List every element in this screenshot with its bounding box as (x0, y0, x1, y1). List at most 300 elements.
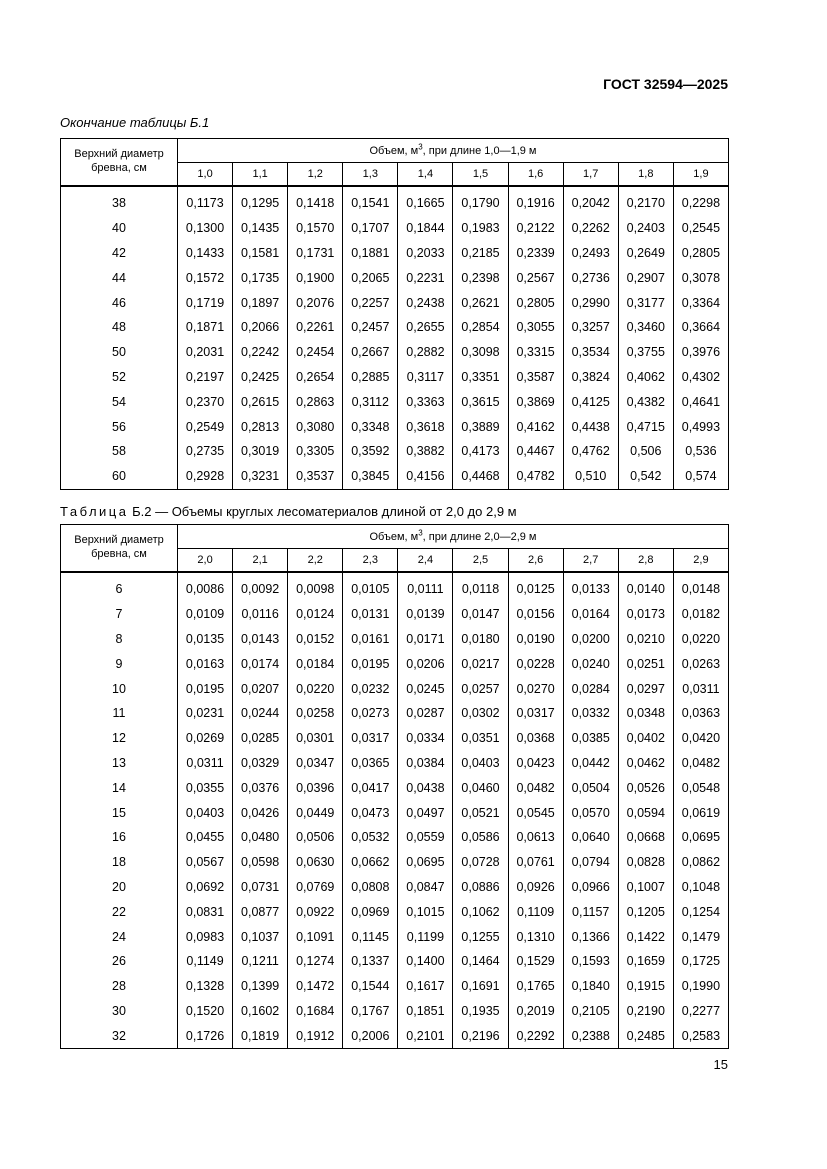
length-header: 2,0 (178, 549, 233, 573)
volume-cell: 0,0329 (233, 751, 288, 776)
volume-cell: 0,1844 (398, 216, 453, 241)
volume-cell: 0,0438 (398, 775, 453, 800)
volume-cell: 0,1255 (453, 924, 508, 949)
volume-cell: 0,1479 (673, 924, 728, 949)
volume-cell: 0,506 (618, 439, 673, 464)
volume-cell: 0,1871 (178, 315, 233, 340)
table-row (61, 602, 729, 627)
volume-cell: 0,2031 (178, 340, 233, 365)
volume-cell: 0,4125 (563, 389, 618, 414)
table-row (61, 464, 729, 489)
volume-cell: 0,1529 (508, 949, 563, 974)
volume-cell: 0,0695 (673, 825, 728, 850)
length-header: 2,9 (673, 549, 728, 573)
volume-cell: 0,0311 (673, 676, 728, 701)
table-row (61, 751, 729, 776)
volume-cell: 0,1719 (178, 290, 233, 315)
volume-cell: 0,2805 (673, 241, 728, 266)
volume-cell: 0,4715 (618, 414, 673, 439)
diameter-cell: 26 (61, 949, 178, 974)
length-header: 1,0 (178, 163, 233, 187)
volume-cell: 0,0396 (288, 775, 343, 800)
volume-cell: 0,0473 (343, 800, 398, 825)
volume-cell: 0,2170 (618, 186, 673, 216)
volume-cell: 0,0402 (618, 726, 673, 751)
volume-cell: 0,542 (618, 464, 673, 489)
volume-cell: 0,0273 (343, 701, 398, 726)
volume-cell: 0,2882 (398, 340, 453, 365)
volume-cell: 0,1684 (288, 999, 343, 1024)
volume-cell: 0,3976 (673, 340, 728, 365)
volume-cell: 0,2805 (508, 290, 563, 315)
volume-cell: 0,0526 (618, 775, 673, 800)
length-header: 2,1 (233, 549, 288, 573)
volume-cell: 0,0297 (618, 676, 673, 701)
volume-cell: 0,0317 (343, 726, 398, 751)
volume-table-b1 (60, 138, 729, 490)
volume-cell: 0,2339 (508, 241, 563, 266)
diameter-cell: 40 (61, 216, 178, 241)
volume-cell: 0,0548 (673, 775, 728, 800)
volume-cell: 0,1990 (673, 974, 728, 999)
length-header: 1,1 (233, 163, 288, 187)
volume-cell: 0,1472 (288, 974, 343, 999)
volume-cell: 0,574 (673, 464, 728, 489)
diameter-cell: 52 (61, 365, 178, 390)
diameter-cell: 32 (61, 1023, 178, 1048)
table-row (61, 265, 729, 290)
volume-cell: 0,3615 (453, 389, 508, 414)
diameter-cell: 42 (61, 241, 178, 266)
volume-cell: 0,0263 (673, 651, 728, 676)
volume-cell: 0,1593 (563, 949, 618, 974)
table-row (61, 726, 729, 751)
table-row (61, 315, 729, 340)
volume-cell: 0,3889 (453, 414, 508, 439)
volume-cell: 0,1048 (673, 875, 728, 900)
volume-cell: 0,2190 (618, 999, 673, 1024)
volume-cell: 0,2388 (563, 1023, 618, 1048)
volume-cell: 0,2033 (398, 241, 453, 266)
volume-cell: 0,1851 (398, 999, 453, 1024)
volume-cell: 0,0532 (343, 825, 398, 850)
volume-cell: 0,0200 (563, 627, 618, 652)
length-header: 2,4 (398, 549, 453, 573)
volume-cell: 0,0164 (563, 602, 618, 627)
volume-cell: 0,2076 (288, 290, 343, 315)
volume-cell: 0,2438 (398, 290, 453, 315)
diameter-cell: 10 (61, 676, 178, 701)
diameter-cell: 6 (61, 572, 178, 602)
volume-cell: 0,3019 (233, 439, 288, 464)
volume-cell: 0,0506 (288, 825, 343, 850)
table-row (61, 216, 729, 241)
table-row (61, 850, 729, 875)
volume-cell: 0,0133 (563, 572, 618, 602)
volume-cell: 0,2621 (453, 290, 508, 315)
volume-cell: 0,3112 (343, 389, 398, 414)
volume-cell: 0,2655 (398, 315, 453, 340)
volume-cell: 0,1173 (178, 186, 233, 216)
volume-cell: 0,0504 (563, 775, 618, 800)
diameter-cell: 58 (61, 439, 178, 464)
volume-cell: 0,0184 (288, 651, 343, 676)
volume-cell: 0,2262 (563, 216, 618, 241)
diameter-cell: 54 (61, 389, 178, 414)
volume-cell: 0,0163 (178, 651, 233, 676)
volume-cell: 0,0111 (398, 572, 453, 602)
table-row (61, 899, 729, 924)
volume-cell: 0,0220 (288, 676, 343, 701)
table-row (61, 924, 729, 949)
volume-cell: 0,1691 (453, 974, 508, 999)
table-row (61, 290, 729, 315)
volume-cell: 0,0728 (453, 850, 508, 875)
volume-cell: 0,0462 (618, 751, 673, 776)
volume-cell: 0,2370 (178, 389, 233, 414)
volume-cell: 0,0831 (178, 899, 233, 924)
volume-cell: 0,0270 (508, 676, 563, 701)
volume-cell: 0,4467 (508, 439, 563, 464)
volume-cell: 0,1765 (508, 974, 563, 999)
table-row (61, 1023, 729, 1048)
volume-cell: 0,0190 (508, 627, 563, 652)
volume-cell: 0,1037 (233, 924, 288, 949)
volume-cell: 0,0731 (233, 875, 288, 900)
volume-cell: 0,0482 (508, 775, 563, 800)
table-row (61, 627, 729, 652)
volume-cell: 0,0231 (178, 701, 233, 726)
volume-cell: 0,0384 (398, 751, 453, 776)
volume-cell: 0,2257 (343, 290, 398, 315)
table-row (61, 186, 729, 216)
volume-cell: 0,1840 (563, 974, 618, 999)
table-row (61, 439, 729, 464)
volume-cell: 0,3078 (673, 265, 728, 290)
volume-cell: 0,2242 (233, 340, 288, 365)
length-header: 1,7 (563, 163, 618, 187)
volume-header-suffix: , при длине 2,0—2,9 м (422, 530, 537, 543)
volume-cell: 0,4782 (508, 464, 563, 489)
volume-cell: 0,2277 (673, 999, 728, 1024)
volume-cell: 0,3098 (453, 340, 508, 365)
table-row (61, 414, 729, 439)
volume-cell: 0,2736 (563, 265, 618, 290)
volume-cell: 0,2735 (178, 439, 233, 464)
length-header: 2,8 (618, 549, 673, 573)
volume-cell: 0,0365 (343, 751, 398, 776)
volume-cell: 0,2122 (508, 216, 563, 241)
volume-cell: 0,0228 (508, 651, 563, 676)
volume-cell: 0,0143 (233, 627, 288, 652)
volume-cell: 0,1007 (618, 875, 673, 900)
volume-cell: 0,0417 (343, 775, 398, 800)
volume-cell: 0,0334 (398, 726, 453, 751)
table-row (61, 875, 729, 900)
table-row (61, 974, 729, 999)
volume-cell: 0,1707 (343, 216, 398, 241)
volume-cell: 0,4162 (508, 414, 563, 439)
volume-cell: 0,1254 (673, 899, 728, 924)
volume-cell: 0,1912 (288, 1023, 343, 1048)
volume-cell: 0,0922 (288, 899, 343, 924)
volume-cell: 0,3080 (288, 414, 343, 439)
volume-cell: 0,0348 (618, 701, 673, 726)
volume-cell: 0,0423 (508, 751, 563, 776)
volume-cell: 0,3231 (233, 464, 288, 489)
volume-cell: 0,1399 (233, 974, 288, 999)
volume-cell: 0,3664 (673, 315, 728, 340)
volume-cell: 0,0210 (618, 627, 673, 652)
volume-cell: 0,1790 (453, 186, 508, 216)
volume-cell: 0,2549 (178, 414, 233, 439)
volume-cell: 0,1544 (343, 974, 398, 999)
volume-cell: 0,3534 (563, 340, 618, 365)
volume-cell: 0,4156 (398, 464, 453, 489)
volume-cell: 0,0926 (508, 875, 563, 900)
volume-cell: 0,3882 (398, 439, 453, 464)
volume-header-suffix: , при длине 1,0—1,9 м (422, 144, 537, 157)
volume-cell: 0,2403 (618, 216, 673, 241)
volume-cell: 0,0613 (508, 825, 563, 850)
volume-cell: 0,1295 (233, 186, 288, 216)
volume-cell: 0,1109 (508, 899, 563, 924)
volume-cell: 0,0598 (233, 850, 288, 875)
volume-cell: 0,1617 (398, 974, 453, 999)
diameter-cell: 24 (61, 924, 178, 949)
diameter-cell: 15 (61, 800, 178, 825)
table-row (61, 701, 729, 726)
table-row (61, 775, 729, 800)
table-row (61, 389, 729, 414)
volume-cell: 0,1735 (233, 265, 288, 290)
volume-cell: 0,1983 (453, 216, 508, 241)
volume-cell: 0,2583 (673, 1023, 728, 1048)
volume-cell: 0,0109 (178, 602, 233, 627)
length-header: 1,3 (343, 163, 398, 187)
volume-cell: 0,3845 (343, 464, 398, 489)
volume-cell: 0,1149 (178, 949, 233, 974)
volume-cell: 0,0244 (233, 701, 288, 726)
volume-cell: 0,1916 (508, 186, 563, 216)
volume-cell: 0,0131 (343, 602, 398, 627)
volume-cell: 0,4062 (618, 365, 673, 390)
volume-cell: 0,0449 (288, 800, 343, 825)
volume-cell: 0,0426 (233, 800, 288, 825)
volume-cell: 0,4762 (563, 439, 618, 464)
volume-cell: 0,0480 (233, 825, 288, 850)
table-row (61, 241, 729, 266)
volume-cell: 0,0161 (343, 627, 398, 652)
volume-cell: 0,0966 (563, 875, 618, 900)
diameter-cell: 50 (61, 340, 178, 365)
volume-cell: 0,0258 (288, 701, 343, 726)
diameter-cell: 14 (61, 775, 178, 800)
length-header: 1,4 (398, 163, 453, 187)
volume-cell: 0,4641 (673, 389, 728, 414)
volume-cell: 0,2065 (343, 265, 398, 290)
volume-cell: 0,0206 (398, 651, 453, 676)
volume-cell: 0,0195 (343, 651, 398, 676)
table-row (61, 572, 729, 602)
volume-cell: 0,2885 (343, 365, 398, 390)
volume-cell: 0,2990 (563, 290, 618, 315)
volume-cell: 0,2493 (563, 241, 618, 266)
volume-cell: 0,1157 (563, 899, 618, 924)
volume-cell: 0,4993 (673, 414, 728, 439)
length-header: 1,9 (673, 163, 728, 187)
diameter-cell: 16 (61, 825, 178, 850)
volume-cell: 0,2197 (178, 365, 233, 390)
volume-cell: 0,0420 (673, 726, 728, 751)
length-header: 2,7 (563, 549, 618, 573)
volume-cell: 0,3537 (288, 464, 343, 489)
volume-cell: 0,536 (673, 439, 728, 464)
volume-cell: 0,0497 (398, 800, 453, 825)
volume-cell: 0,2101 (398, 1023, 453, 1048)
volume-cell: 0,2615 (233, 389, 288, 414)
length-header: 1,8 (618, 163, 673, 187)
diameter-header-line2: бревна, см (91, 548, 147, 560)
volume-cell: 0,2066 (233, 315, 288, 340)
diameter-cell: 46 (61, 290, 178, 315)
length-header: 2,3 (343, 549, 398, 573)
volume-cell: 0,0619 (673, 800, 728, 825)
volume-cell: 0,0482 (673, 751, 728, 776)
diameter-cell: 9 (61, 651, 178, 676)
volume-cell: 0,0156 (508, 602, 563, 627)
volume-cell: 0,3592 (343, 439, 398, 464)
volume-cell: 0,0808 (343, 875, 398, 900)
volume-cell: 0,0521 (453, 800, 508, 825)
volume-cell: 0,0630 (288, 850, 343, 875)
diameter-header (61, 139, 178, 187)
volume-cell: 0,1541 (343, 186, 398, 216)
volume-cell: 0,2654 (288, 365, 343, 390)
volume-cell: 0,1337 (343, 949, 398, 974)
volume-cell: 0,1464 (453, 949, 508, 974)
volume-cell: 0,2196 (453, 1023, 508, 1048)
volume-cell: 0,1572 (178, 265, 233, 290)
volume-cell: 0,0877 (233, 899, 288, 924)
diameter-cell: 20 (61, 875, 178, 900)
volume-cell: 0,1881 (343, 241, 398, 266)
length-header: 1,6 (508, 163, 563, 187)
volume-cell: 0,1062 (453, 899, 508, 924)
volume-cell: 0,3460 (618, 315, 673, 340)
volume-header-sup: 3 (418, 527, 423, 537)
volume-cell: 0,0105 (343, 572, 398, 602)
diameter-cell: 60 (61, 464, 178, 489)
volume-cell: 0,1418 (288, 186, 343, 216)
volume-cell: 0,0828 (618, 850, 673, 875)
volume-cell: 0,2006 (343, 1023, 398, 1048)
page-number: 15 (713, 1057, 728, 1072)
volume-cell: 0,0174 (233, 651, 288, 676)
volume-cell: 0,0171 (398, 627, 453, 652)
volume-cell: 0,3257 (563, 315, 618, 340)
volume-cell: 0,0269 (178, 726, 233, 751)
volume-cell: 0,2454 (288, 340, 343, 365)
diameter-cell: 28 (61, 974, 178, 999)
diameter-cell: 13 (61, 751, 178, 776)
volume-cell: 0,0140 (618, 572, 673, 602)
volume-cell: 0,0207 (233, 676, 288, 701)
volume-cell: 0,2485 (618, 1023, 673, 1048)
length-header: 2,2 (288, 549, 343, 573)
volume-cell: 0,0118 (453, 572, 508, 602)
volume-cell: 0,0594 (618, 800, 673, 825)
volume-cell: 0,0368 (508, 726, 563, 751)
volume-cell: 0,2907 (618, 265, 673, 290)
volume-cell: 0,2863 (288, 389, 343, 414)
volume-cell: 0,1602 (233, 999, 288, 1024)
volume-cell: 0,0847 (398, 875, 453, 900)
volume-cell: 0,0302 (453, 701, 508, 726)
volume-cell: 0,0285 (233, 726, 288, 751)
volume-cell: 0,2042 (563, 186, 618, 216)
volume-cell: 0,3869 (508, 389, 563, 414)
diameter-cell: 56 (61, 414, 178, 439)
length-header: 1,2 (288, 163, 343, 187)
table-row (61, 825, 729, 850)
diameter-cell: 7 (61, 602, 178, 627)
volume-cell: 0,3351 (453, 365, 508, 390)
volume-cell: 0,1422 (618, 924, 673, 949)
volume-cell: 0,0317 (508, 701, 563, 726)
volume-cell: 0,0182 (673, 602, 728, 627)
volume-cell: 0,0455 (178, 825, 233, 850)
volume-cell: 0,2298 (673, 186, 728, 216)
volume-cell: 0,0794 (563, 850, 618, 875)
volume-cell: 0,0240 (563, 651, 618, 676)
volume-cell: 0,1328 (178, 974, 233, 999)
volume-cell: 0,1897 (233, 290, 288, 315)
volume-cell: 0,0257 (453, 676, 508, 701)
volume-cell: 0,1659 (618, 949, 673, 974)
volume-cell: 0,3117 (398, 365, 453, 390)
volume-cell: 0,1731 (288, 241, 343, 266)
volume-cell: 0,0148 (673, 572, 728, 602)
volume-cell: 0,0301 (288, 726, 343, 751)
diameter-header-line1: Верхний диаметр (74, 148, 164, 160)
volume-cell: 0,0363 (673, 701, 728, 726)
volume-cell: 0,510 (563, 464, 618, 489)
volume-cell: 0,1935 (453, 999, 508, 1024)
volume-cell: 0,1819 (233, 1023, 288, 1048)
volume-cell: 0,3305 (288, 439, 343, 464)
volume-cell: 0,4302 (673, 365, 728, 390)
volume-cell: 0,2854 (453, 315, 508, 340)
volume-cell: 0,1274 (288, 949, 343, 974)
volume-cell: 0,0311 (178, 751, 233, 776)
table-row (61, 999, 729, 1024)
diameter-header-line2: бревна, см (91, 162, 147, 174)
volume-cell: 0,2545 (673, 216, 728, 241)
volume-cell: 0,0695 (398, 850, 453, 875)
volume-cell: 0,1310 (508, 924, 563, 949)
volume-cell: 0,2457 (343, 315, 398, 340)
volume-cell: 0,3824 (563, 365, 618, 390)
volume-cell: 0,0092 (233, 572, 288, 602)
continuation-caption: Окончание таблицы Б.1 (60, 115, 210, 130)
volume-cell: 0,0217 (453, 651, 508, 676)
length-header: 2,5 (453, 549, 508, 573)
volume-cell: 0,2398 (453, 265, 508, 290)
volume-cell: 0,4173 (453, 439, 508, 464)
volume-cell: 0,2649 (618, 241, 673, 266)
table-row (61, 949, 729, 974)
